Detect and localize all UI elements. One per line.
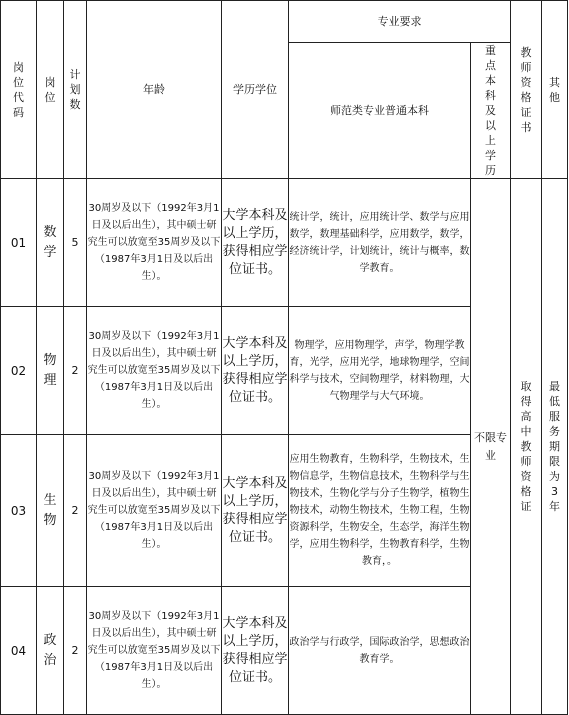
- header-education: 学历学位: [222, 1, 289, 179]
- row-age: 30周岁及以下（1992年3月1日及以后出生），其中硕士研究生可以放宽至35周岁及以下（1987年3月1日及以后出生）。: [87, 435, 222, 587]
- row-major: 政治学与行政学，国际政治学，思想政治教育学。: [289, 587, 471, 715]
- header-age: 年龄: [87, 1, 222, 179]
- row-plan: 2: [64, 435, 87, 587]
- row-code: 04: [1, 587, 37, 715]
- row-position: 政治: [37, 587, 64, 715]
- key-university-requirement: 不限专业: [471, 179, 511, 715]
- row-age: 30周岁及以下（1992年3月1日及以后出生），其中硕士研究生可以放宽至35周岁及以下（1987年3月1日及以后出生）。: [87, 307, 222, 435]
- header-certificate: 教师资格证书: [511, 1, 542, 179]
- row-plan: 2: [64, 587, 87, 715]
- header-major-normal: 师范类专业普通本科: [289, 43, 471, 179]
- row-education: 大学本科及以上学历，获得相应学位证书。: [222, 307, 289, 435]
- row-education: 大学本科及以上学历，获得相应学位证书。: [222, 587, 289, 715]
- row-education: 大学本科及以上学历，获得相应学位证书。: [222, 435, 289, 587]
- row-plan: 5: [64, 179, 87, 307]
- header-major-key: 重点本科及以上学历: [471, 43, 511, 179]
- row-position: 数学: [37, 179, 64, 307]
- row-major: 应用生物教育，生物科学，生物技术，生物信息学，生物信息技术，生物科学与生物技术，生物化学与分子生物学，植物生物技术，动物生物技术，生物工程，生物资源科学，生物安全，生态学，海洋生物学，应用生物科学，生物教育科学，生物教育，。: [289, 435, 471, 587]
- row-age: 30周岁及以下（1992年3月1日及以后出生），其中硕士研究生可以放宽至35周岁及以下（1987年3月1日及以后出生）。: [87, 179, 222, 307]
- header-position: 岗位: [37, 1, 64, 179]
- row-education: 大学本科及以上学历，获得相应学位证书。: [222, 179, 289, 307]
- row-code: 02: [1, 307, 37, 435]
- row-major: 统计学，统计，应用统计学、数学与应用数学，数理基础科学，应用数学，数学，经济统计学，计划统计，统计与概率，数学教育。: [289, 179, 471, 307]
- row-plan: 2: [64, 307, 87, 435]
- header-other: 其他: [542, 1, 568, 179]
- table-row: [1, 179, 568, 307]
- row-position: 物理: [37, 307, 64, 435]
- row-major: 物理学，应用物理学，声学，物理学教育，光学，应用光学，地球物理学，空间科学与技术，空间物理学，材料物理，大气物理学与大气环境。: [289, 307, 471, 435]
- header-plan: 计划数: [64, 1, 87, 179]
- header-code: 岗位代码: [1, 1, 37, 179]
- certificate-requirement: 取得高中教师资格证: [511, 179, 542, 715]
- row-code: 03: [1, 435, 37, 587]
- row-position: 生物: [37, 435, 64, 587]
- other-requirement: 最低服务期限为3年: [542, 179, 568, 715]
- row-age: 30周岁及以下（1992年3月1日及以后出生），其中硕士研究生可以放宽至35周岁及以下（1987年3月1日及以后出生）。: [87, 587, 222, 715]
- header-major-group: 专业要求: [289, 1, 511, 43]
- row-code: 01: [1, 179, 37, 307]
